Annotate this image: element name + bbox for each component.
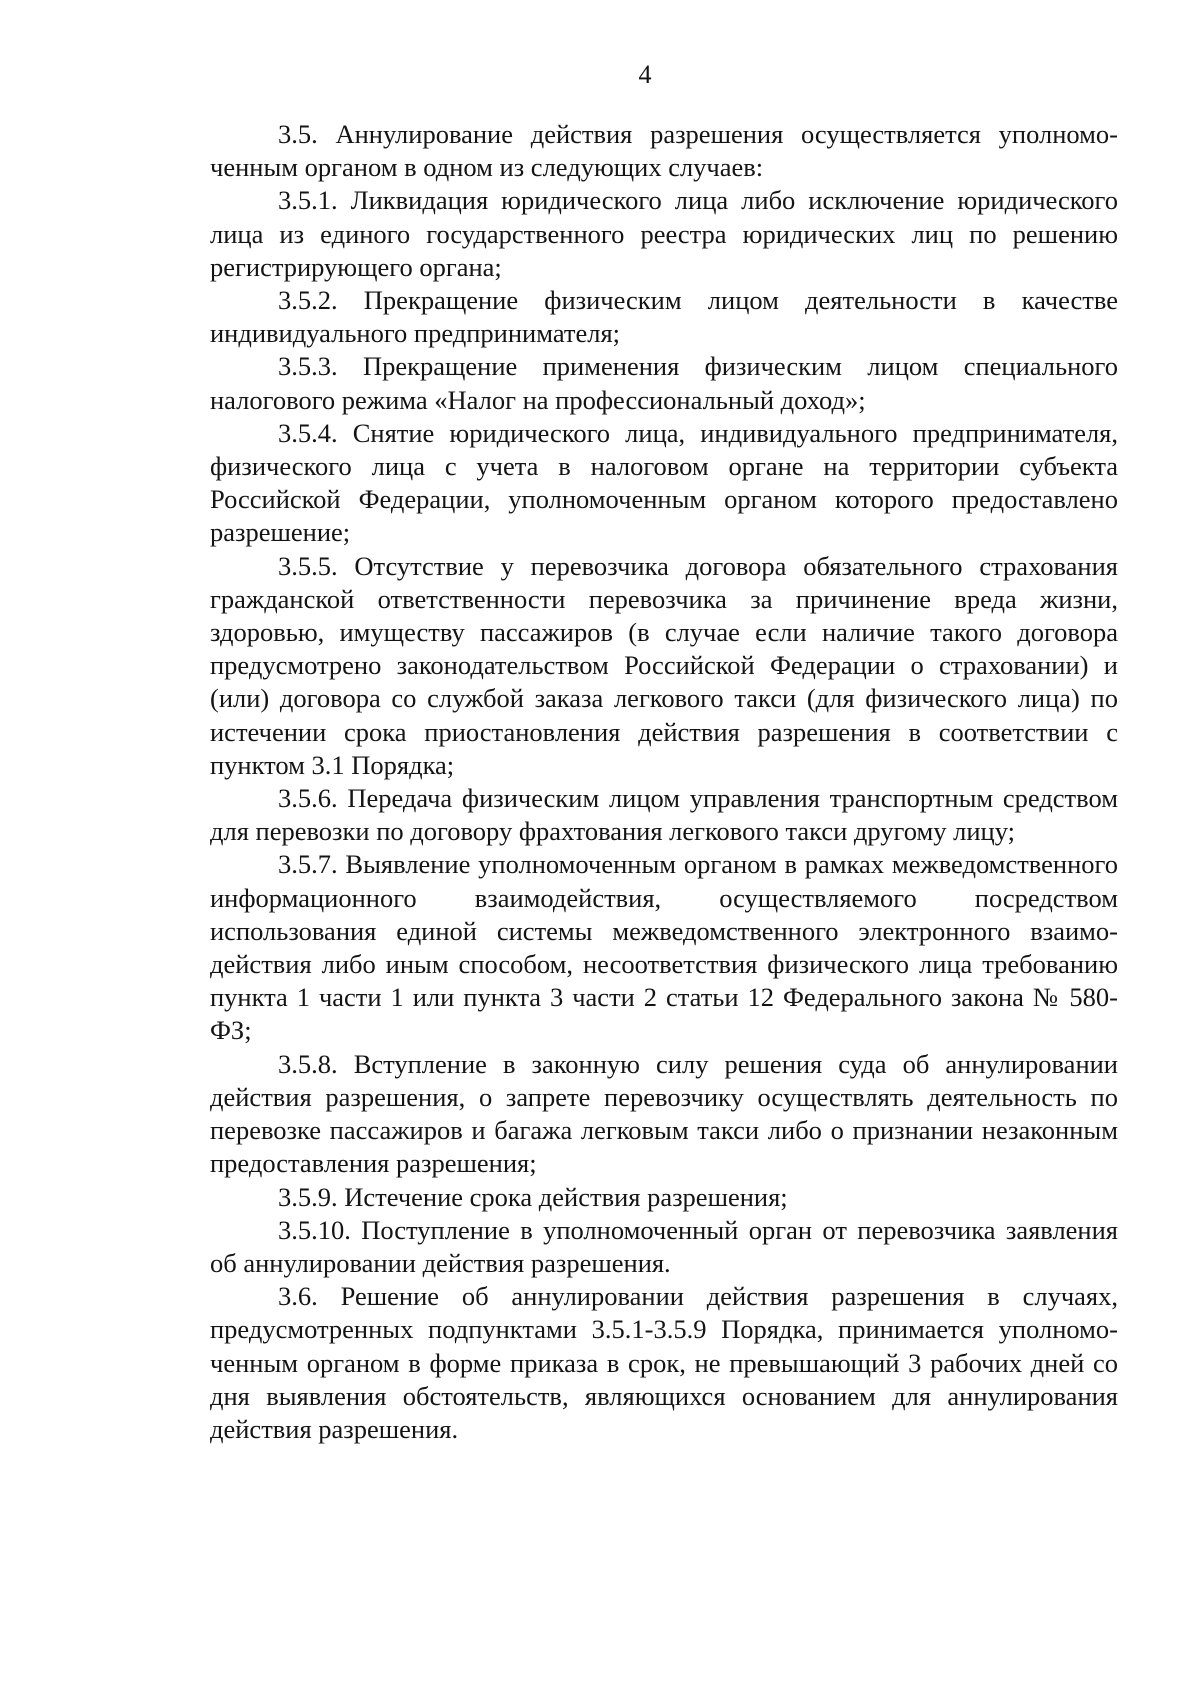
paragraph-3-5-4: 3.5.4. Снятие юридического лица, индивидуального предпринимателя, физического лица с учета в налоговом органе на территории субъекта Российской Федерации, уполномоченным органом которого предоставлено разрешение; xyxy=(210,417,1118,548)
paragraph-3-5-1: 3.5.1. Ликвидация юридического лица либо исключение юридического лица из единого государственного реестра юридических лиц по решению регистрирующего органа; xyxy=(210,185,1118,282)
paragraph-3-5-6: 3.5.6. Передача физическим лицом управления транспортным средством для перевозки по договору фрахтования легкового такси другому лицу; xyxy=(210,783,1118,847)
paragraph-3-6: 3.6. Решение об аннулировании действия разрешения в случаях, предусмотренных подпунктами 3.5.1-3.5.9 Порядка, принимается уполномоченным органом в форме приказа в срок, не превышающий 3 рабочих дней со дня выявления обстоятельств, являющихся основанием для аннулирования действия разрешения. xyxy=(210,1281,1118,1444)
paragraph-3-5-2: 3.5.2. Прекращение физическим лицом деятельности в качестве индивидуального предпринимателя; xyxy=(210,285,1118,349)
paragraph-3-5-3: 3.5.3. Прекращение применения физическим лицом специального налогового режима «Налог на профессиональный доход»; xyxy=(210,351,1118,415)
paragraph-3-5-9: 3.5.9. Истечение срока действия разрешения; xyxy=(278,1181,788,1212)
paragraph-3-5-8: 3.5.8. Вступление в законную силу решения суда об аннулировании действия разрешения, о запрете перевозчику осуществлять деятельность по перевозке пассажиров и багажа легковым такси либо о признании незаконным предоставления разрешения; xyxy=(210,1048,1118,1179)
page-number: 4 xyxy=(638,60,652,89)
paragraph-3-5-7: 3.5.7. Выявление уполномоченным органом в рамках межведомственного информационного взаимодействия, осуществляемого посредством использования единой системы межведомственного электронного взаимодействия либо иным способом, несоответствия физического лица требованию пункта 1 части 1 или пункта 3 части 2 статьи 12 Федерального закона № 580-ФЗ; xyxy=(210,849,1118,1046)
paragraph-3-5-5: 3.5.5. Отсутствие у перевозчика договора обязательного страхования гражданской ответственности перевозчика за причинение вреда жизни, здоровью, имуществу пассажиров (в случае если наличие такого договора предусмотрено законодательством Российской Федерации о страховании) и (или) договора со службой заказа легкового такси (для физического лица) по истечении срока приостановления действия разрешения в соответствии с пунктом 3.1 Порядка; xyxy=(210,550,1118,780)
paragraph-3-5-10: 3.5.10. Поступление в уполномоченный орган от перевозчика заявления об аннулировании действия разрешения. xyxy=(210,1214,1118,1278)
paragraph-3-5: 3.5. Аннулирование действия разрешения осуществляется уполномоченным органом в одном из следующих случаев: xyxy=(210,119,1118,183)
document-body xyxy=(210,118,1118,1446)
